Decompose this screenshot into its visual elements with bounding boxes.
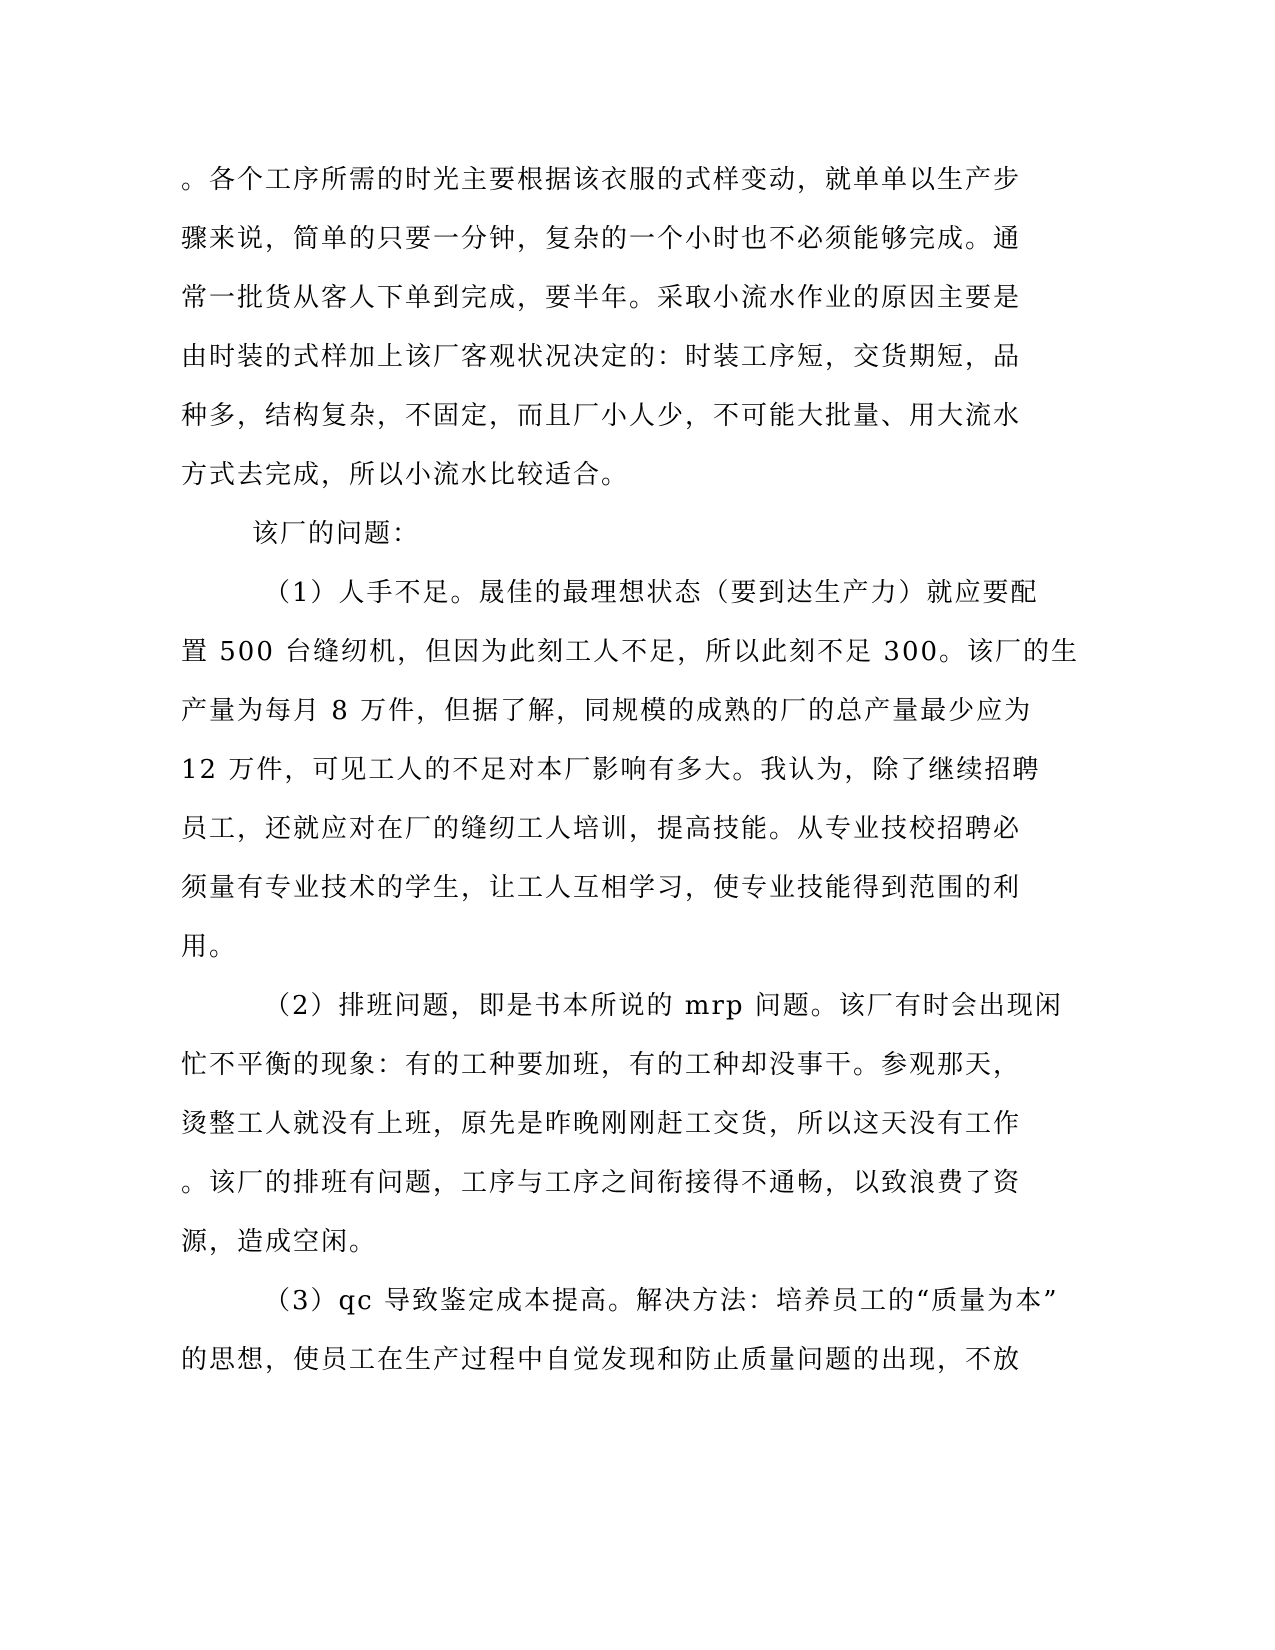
body-text-line: 12 万件，可见工人的不足对本厂影响有多大。我认为，除了继续招聘 [181, 755, 1041, 785]
body-text-line: 常一批货从客人下单到完成，要半年。采取小流水作业的原因主要是 [181, 283, 1022, 313]
body-text-line: 须量有专业技术的学生，让工人互相学习，使专业技能得到范围的利 [181, 873, 1022, 903]
body-text-line: 员工，还就应对在厂的缝纫工人培训，提高技能。从专业技校招聘必 [181, 814, 1022, 844]
body-text-line: 烫整工人就没有上班，原先是昨晚刚刚赶工交货，所以这天没有工作 [181, 1109, 1022, 1139]
body-text-line: 由时装的式样加上该厂客观状况决定的：时装工序短，交货期短，品 [181, 342, 1022, 372]
body-text-line: （2）排班问题，即是书本所说的 mrp 问题。该厂有时会出现闲 [264, 991, 1063, 1021]
body-text-line: 骤来说，简单的只要一分钟，复杂的一个小时也不必须能够完成。通 [181, 224, 1022, 254]
body-text-line: 方式去完成，所以小流水比较适合。 [181, 460, 630, 490]
body-text-line: 源，造成空闲。 [181, 1227, 378, 1257]
body-text-line: 种多，结构复杂，不固定，而且厂小人少，不可能大批量、用大流水 [181, 401, 1022, 431]
body-text-line: （1）人手不足。晟佳的最理想状态（要到达生产力）就应要配 [264, 578, 1039, 608]
body-text-line: 用。 [181, 932, 238, 962]
body-text-line: （3）qc 导致鉴定成本提高。解决方法：培养员工的“质量为本” [264, 1286, 1059, 1316]
body-text-line: 。各个工序所需的时光主要根据该衣服的式样变动，就单单以生产步 [181, 165, 1022, 195]
section-heading: 该厂的问题： [252, 519, 421, 549]
body-text-line: 产量为每月 8 万件，但据了解，同规模的成熟的厂的总产量最少应为 [181, 696, 1033, 726]
body-text-line: 的思想，使员工在生产过程中自觉发现和防止质量问题的出现，不放 [181, 1345, 1022, 1375]
body-text-line: 。该厂的排班有问题，工序与工序之间衔接得不通畅，以致浪费了资 [181, 1168, 1022, 1198]
body-text-line: 忙不平衡的现象：有的工种要加班，有的工种却没事干。参观那天， [181, 1050, 1022, 1080]
body-text-line: 置 500 台缝纫机，但因为此刻工人不足，所以此刻不足 300。该厂的生 [181, 637, 1080, 667]
